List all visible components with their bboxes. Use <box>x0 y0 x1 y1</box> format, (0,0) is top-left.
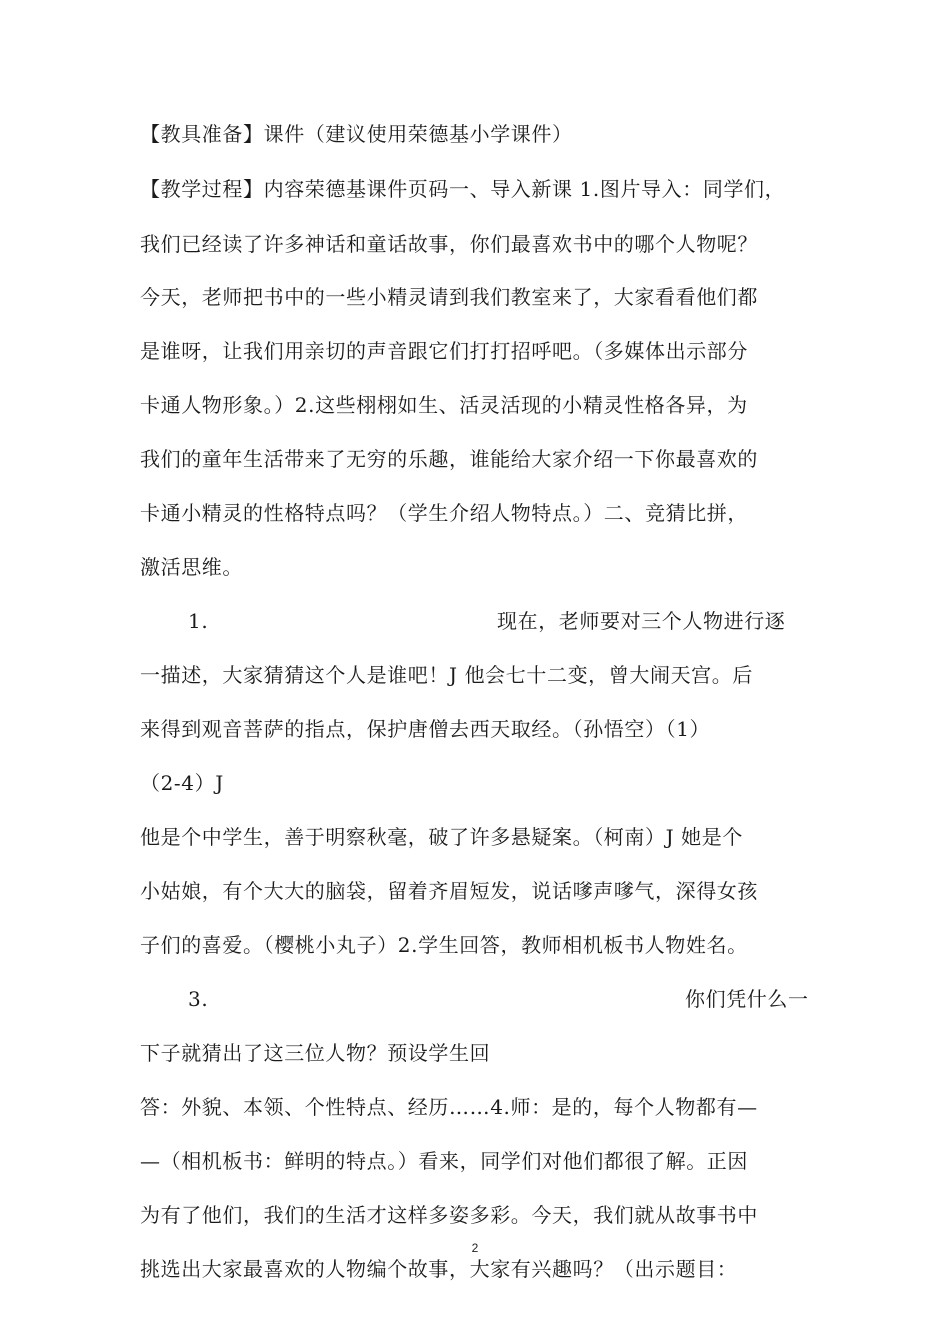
text-line: 是谁呀，让我们用亲切的声音跟它们打打招呼吧。（多媒体出示部分 <box>140 339 748 363</box>
text-line: 激活思维。 <box>140 555 243 579</box>
text-line: —（相机板书：鲜明的特点。）看来，同学们对他们都很了解。正因 <box>140 1149 748 1173</box>
text-line: 今天，老师把书中的一些小精灵请到我们教室来了，大家看看他们都 <box>140 285 758 309</box>
text-line: 我们已经读了许多神话和童话故事，你们最喜欢书中的哪个人物呢？ <box>140 232 758 256</box>
text-line: 【教具准备】课件（建议使用荣德基小学课件） <box>140 122 573 146</box>
text-line: 挑选出大家最喜欢的人物编个故事，大家有兴趣吗？（出示题目： <box>140 1257 738 1281</box>
text-line: （2-4）J <box>140 771 224 795</box>
list-item-number: 1. <box>188 609 209 633</box>
text-line: 卡通人物形象。）2.这些栩栩如生、活灵活现的小精灵性格各异，为 <box>140 393 748 417</box>
text-line: 卡通小精灵的性格特点吗？（学生介绍人物特点。）二、竞猜比拼， <box>140 501 748 525</box>
text-line: 他是个中学生，善于明察秋毫，破了许多悬疑案。（柯南）J 她是个 <box>140 825 743 849</box>
text-line: 【教学过程】内容荣德基课件页码一、导入新课 1.图片导入：同学们， <box>140 177 786 201</box>
text-line: 小姑娘，有个大大的脑袋，留着齐眉短发，说话嗲声嗲气，深得女孩 <box>140 879 758 903</box>
text-line: 答：外貌、本领、个性特点、经历……4.师：是的，每个人物都有— <box>140 1095 758 1119</box>
text-line: 来得到观音菩萨的指点，保护唐僧去西天取经。（孙悟空）（1） <box>140 717 711 741</box>
text-line: 下子就猜出了这三位人物？预设学生回 <box>140 1041 491 1065</box>
text-line: 我们的童年生活带来了无穷的乐趣，谁能给大家介绍一下你最喜欢的 <box>140 447 758 471</box>
list-item-number: 3. <box>188 987 209 1011</box>
text-line: 为有了他们，我们的生活才这样多姿多彩。今天，我们就从故事书中 <box>140 1203 758 1227</box>
page-number: 2 <box>471 1241 479 1255</box>
text-line: 现在，老师要对三个人物进行逐 <box>497 609 786 633</box>
text-line: 子们的喜爱。（樱桃小丸子）2.学生回答，教师相机板书人物姓名。 <box>140 933 748 957</box>
text-line: 你们凭什么一 <box>685 987 809 1011</box>
text-line: 一描述，大家猜猜这个人是谁吧！J 他会七十二变，曾大闹天宫。后 <box>140 663 753 687</box>
